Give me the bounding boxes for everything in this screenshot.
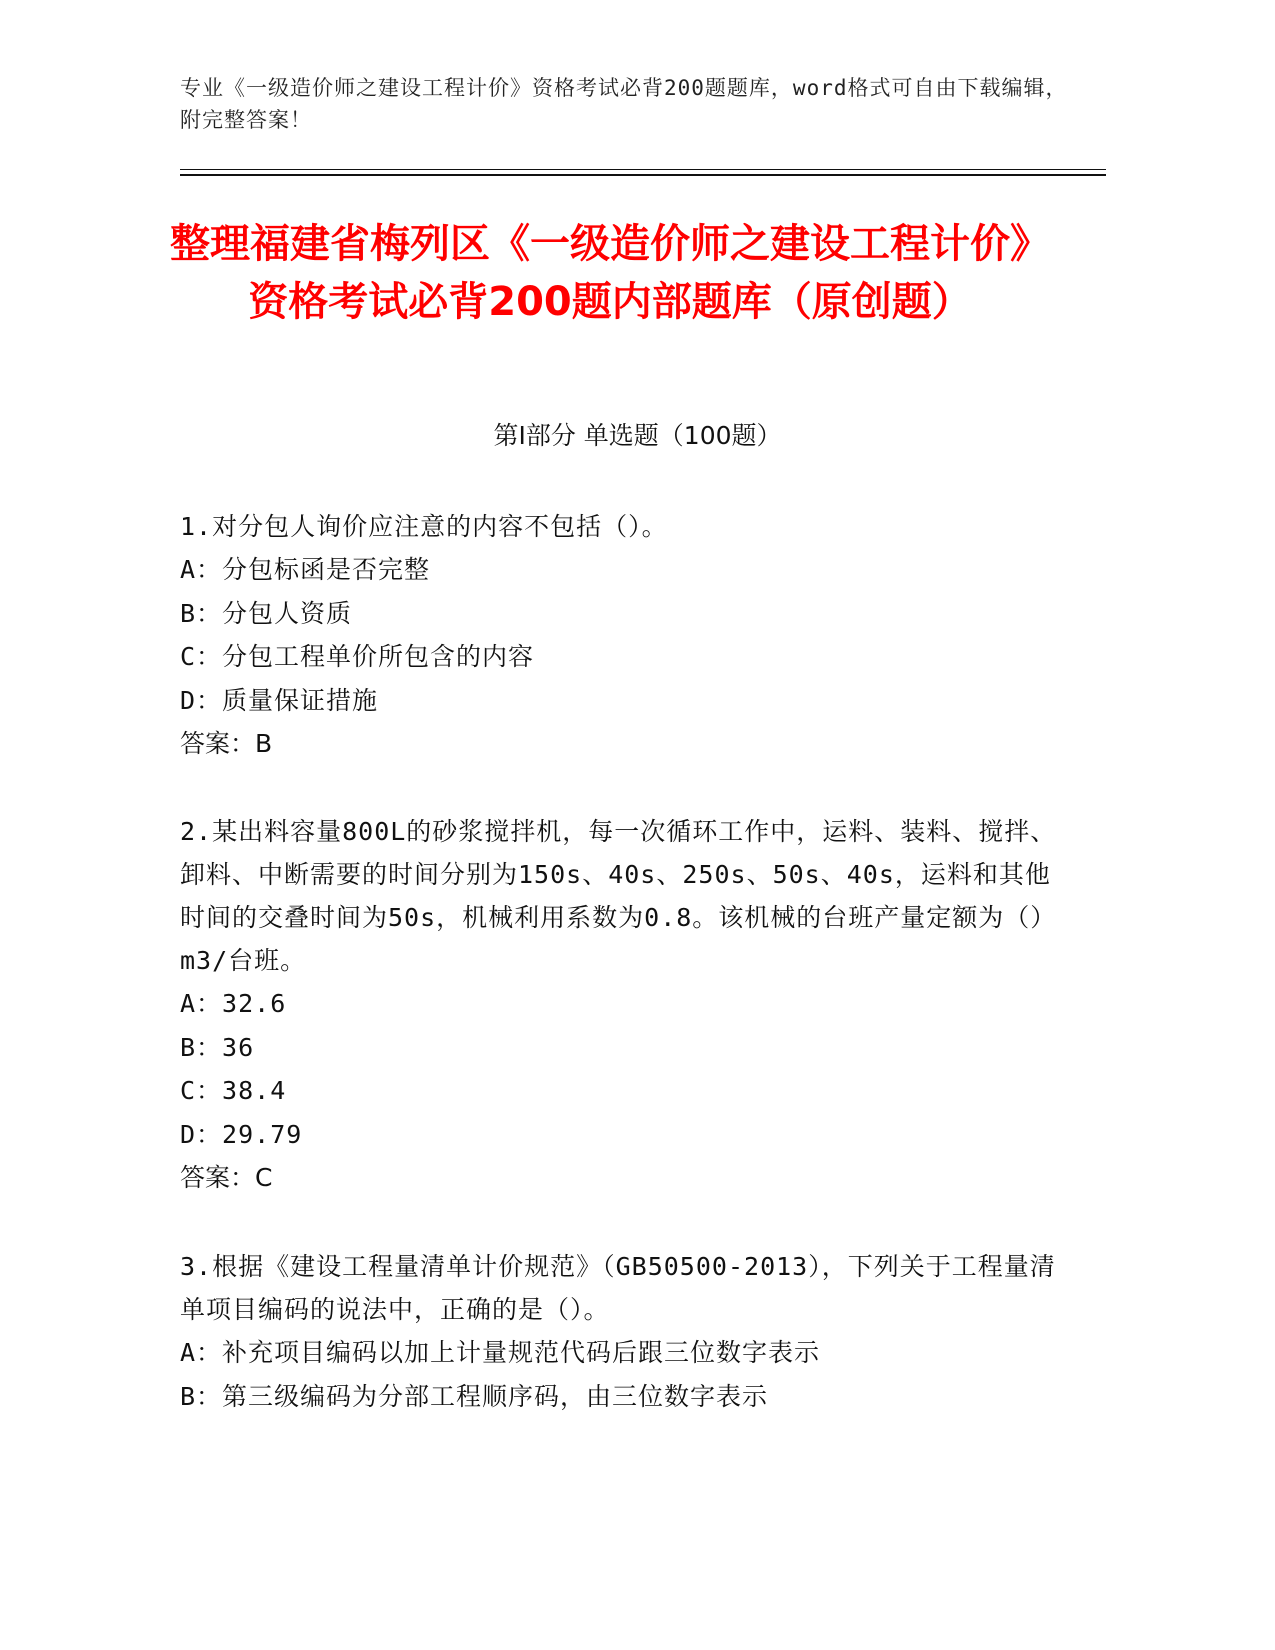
header-divider-thin <box>180 169 1106 170</box>
option-c: C：分包工程单价所包含的内容 <box>180 642 535 671</box>
option-b: B：第三级编码为分部工程顺序码，由三位数字表示 <box>180 1381 769 1411</box>
answer-line: 答案：C <box>180 1163 273 1192</box>
option-a: A：补充项目编码以加上计量规范代码后跟三位数字表示 <box>180 1338 821 1367</box>
option-d: D：质量保证措施 <box>180 685 379 715</box>
question-1 <box>180 505 1060 766</box>
header-divider-thick <box>180 174 1106 176</box>
question-2 <box>180 810 1060 1200</box>
option-d: D：29.79 <box>180 1119 303 1149</box>
option-a: A：32.6 <box>180 989 287 1018</box>
question-3 <box>180 1245 1060 1418</box>
question-stem: 2.某出料容量800L的砂浆搅拌机，每一次循环工作中，运料、装料、搅拌、卸料、中断需要的时间分别为150s、40s、250s、50s、40s，运料和其他时间的交叠时间为50s，机械利用系数为0.8。该机械的台班产量定额为（）m3/台班。 <box>180 817 1057 975</box>
option-b: B：分包人资质 <box>180 598 353 628</box>
answer-line: 答案：B <box>180 729 273 758</box>
question-stem: 3.根据《建设工程量清单计价规范》（GB50500-2013），下列关于工程量清单项目编码的说法中，正确的是（）。 <box>180 1252 1056 1324</box>
option-b: B：36 <box>180 1032 255 1062</box>
document-title: 整理福建省梅列区《一级造价师之建设工程计价》资格考试必背200题内部题库（原创题） <box>170 221 1050 325</box>
header-note: 专业《一级造价师之建设工程计价》资格考试必背200题题库，word格式可自由下载编辑，附完整答案！ <box>180 76 1068 132</box>
option-c: C：38.4 <box>180 1076 287 1105</box>
question-stem: 1.对分包人询价应注意的内容不包括（）。 <box>180 512 668 541</box>
section-heading: 第Ⅰ部分 单选题（100题） <box>493 421 782 450</box>
option-a: A：分包标函是否完整 <box>180 555 431 584</box>
